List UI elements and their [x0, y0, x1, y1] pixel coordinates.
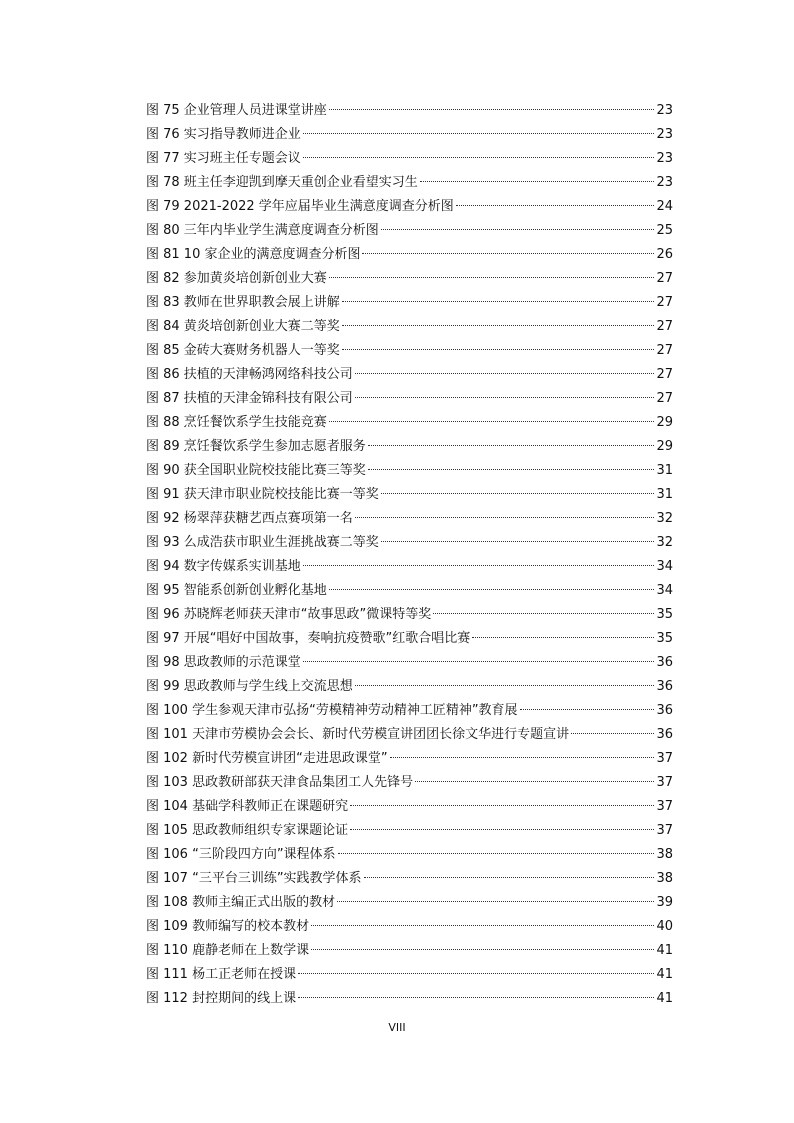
- toc-entry-label: 图 76 实习指导教师进企业: [146, 127, 301, 142]
- toc-entry-label: 图 78 班主任李迎凯到摩天重创企业看望实习生: [146, 175, 418, 190]
- toc-entry-label: 图 95 智能系创新创业孵化基地: [146, 583, 327, 598]
- toc-entry-page: 25: [656, 223, 673, 238]
- toc-entry[interactable]: [146, 939, 673, 963]
- toc-entry[interactable]: [146, 819, 673, 843]
- toc-entry-label: 图 87 扶植的天津金锦科技有限公司: [146, 391, 353, 406]
- toc-entry[interactable]: [146, 507, 673, 531]
- toc-entry-page: 23: [656, 103, 673, 118]
- dot-leader: [337, 901, 654, 902]
- dot-leader: [381, 493, 655, 494]
- toc-entry[interactable]: [146, 291, 673, 315]
- toc-entry-page: 37: [656, 799, 673, 814]
- toc-entry-label: 图 88 烹饪餐饮系学生技能竞赛: [146, 415, 327, 430]
- toc-entry-label: 图 90 获全国职业院校技能比赛三等奖: [146, 463, 366, 478]
- toc-entry-label: 图 104 基础学科教师正在课题研究: [146, 799, 349, 814]
- toc-entry[interactable]: [146, 963, 673, 987]
- toc-entry-page: 36: [656, 655, 673, 670]
- dot-leader: [571, 733, 654, 734]
- toc-entry[interactable]: [146, 867, 673, 891]
- dot-leader: [355, 685, 655, 686]
- toc-entry-label: 图 98 思政教师的示范课堂: [146, 655, 301, 670]
- toc-entry-page: 34: [656, 559, 673, 574]
- toc-entry-label: 图 94 数字传媒系实训基地: [146, 559, 301, 574]
- dot-leader: [420, 181, 655, 182]
- toc-entry[interactable]: [146, 771, 673, 795]
- toc-entry[interactable]: [146, 699, 673, 723]
- toc-entry-page: 27: [656, 319, 673, 334]
- dot-leader: [350, 805, 654, 806]
- dot-leader: [338, 853, 655, 854]
- toc-entry[interactable]: [146, 891, 673, 915]
- toc-entry-page: 34: [656, 583, 673, 598]
- toc-entry[interactable]: [146, 747, 673, 771]
- toc-entry-page: 38: [656, 847, 673, 862]
- toc-entry[interactable]: [146, 339, 673, 363]
- toc-entry-page: 37: [656, 751, 673, 766]
- toc-entry-label: 图 85 金砖大赛财务机器人一等奖: [146, 343, 340, 358]
- toc-entry-label: 图 103 思政教研部获天津食品集团工人先锋号: [146, 775, 414, 790]
- toc-entry[interactable]: [146, 579, 673, 603]
- dot-leader: [329, 421, 655, 422]
- toc-entry-page: 36: [656, 679, 673, 694]
- toc-entry-page: 35: [656, 607, 673, 622]
- toc-entry-label: 图 77 实习班主任专题会议: [146, 151, 301, 166]
- dot-leader: [433, 613, 654, 614]
- dot-leader: [355, 517, 655, 518]
- toc-entry-page: 27: [656, 367, 673, 382]
- page-number: VIII: [388, 1021, 406, 1034]
- dot-leader: [355, 397, 655, 398]
- toc-entry[interactable]: [146, 243, 673, 267]
- toc-entry-label: 图 109 教师编写的校本教材: [146, 919, 310, 934]
- toc-entry[interactable]: [146, 795, 673, 819]
- dot-leader: [355, 373, 655, 374]
- toc-entry-label: 图 105 思政教师组织专家课题论证: [146, 823, 349, 838]
- dot-leader: [381, 541, 655, 542]
- toc-entry-label: 图 89 烹饪餐饮系学生参加志愿者服务: [146, 439, 366, 454]
- toc-entry-label: 图 84 黄炎培创新创业大赛二等奖: [146, 319, 340, 334]
- toc-entry-page: 39: [656, 895, 673, 910]
- toc-entry[interactable]: [146, 315, 673, 339]
- dot-leader: [472, 637, 654, 638]
- dot-leader: [303, 661, 655, 662]
- dot-leader: [415, 781, 654, 782]
- toc-entry[interactable]: [146, 363, 673, 387]
- toc-entry-label: 图 96 苏晓辉老师获天津市“故事思政”微课特等奖: [146, 607, 432, 622]
- toc-entry-page: 23: [656, 175, 673, 190]
- toc-entry-page: 38: [656, 871, 673, 886]
- dot-leader: [520, 709, 655, 710]
- toc-entry-label: 图 111 杨工正老师在授课: [146, 967, 297, 982]
- toc-entry-label: 图 99 思政教师与学生线上交流思想: [146, 679, 353, 694]
- toc-entry[interactable]: [146, 651, 673, 675]
- toc-entry-page: 37: [656, 823, 673, 838]
- toc-entry-page: 29: [656, 439, 673, 454]
- toc-entry-label: 图 100 学生参观天津市弘扬“劳模精神劳动精神工匠精神”教育展: [146, 703, 518, 718]
- dot-leader: [311, 949, 654, 950]
- toc-entry-label: 图 80 三年内毕业学生满意度调查分析图: [146, 223, 379, 238]
- toc-entry[interactable]: [146, 531, 673, 555]
- toc-entry-label: 图 110 鹿静老师在上数学课: [146, 943, 310, 958]
- toc-entry-label: 图 102 新时代劳模宣讲团“走进思政课堂”: [146, 751, 388, 766]
- dot-leader: [381, 229, 655, 230]
- toc-entry[interactable]: [146, 723, 673, 747]
- toc-entry-label: 图 91 获天津市职业院校技能比赛一等奖: [146, 487, 379, 502]
- toc-entry-page: 27: [656, 391, 673, 406]
- toc-entry-label: 图 112 封控期间的线上课: [146, 991, 297, 1006]
- toc-entry[interactable]: [146, 171, 673, 195]
- figure-list: [146, 99, 673, 1011]
- toc-entry-page: 31: [656, 487, 673, 502]
- dot-leader: [342, 349, 655, 350]
- toc-entry-label: 图 81 10 家企业的满意度调查分析图: [146, 247, 361, 262]
- toc-entry[interactable]: [146, 627, 673, 651]
- dot-leader: [303, 565, 655, 566]
- toc-entry[interactable]: [146, 195, 673, 219]
- dot-leader: [303, 157, 655, 158]
- toc-entry[interactable]: [146, 387, 673, 411]
- toc-entry-page: 27: [656, 295, 673, 310]
- toc-entry-page: 36: [656, 727, 673, 742]
- toc-entry-label: 图 97 开展“唱好中国故事，奏响抗疫赞歌”红歌合唱比赛: [146, 631, 471, 646]
- toc-entry[interactable]: [146, 147, 673, 171]
- toc-entry[interactable]: [146, 459, 673, 483]
- toc-entry[interactable]: [146, 555, 673, 579]
- toc-entry-label: 图 86 扶植的天津畅鸿网络科技公司: [146, 367, 353, 382]
- toc-entry-label: 图 108 教师主编正式出版的教材: [146, 895, 336, 910]
- toc-entry-page: 26: [656, 247, 673, 262]
- dot-leader: [298, 997, 654, 998]
- toc-entry-label: 图 93 么成浩获市职业生涯挑战赛二等奖: [146, 535, 379, 550]
- dot-leader: [329, 109, 655, 110]
- dot-leader: [298, 973, 654, 974]
- toc-entry-page: 41: [656, 991, 673, 1006]
- toc-entry[interactable]: [146, 987, 673, 1011]
- toc-entry[interactable]: [146, 123, 673, 147]
- toc-entry-page: 27: [656, 271, 673, 286]
- toc-entry[interactable]: [146, 603, 673, 627]
- dot-leader: [362, 253, 654, 254]
- toc-entry[interactable]: [146, 435, 673, 459]
- toc-entry-page: 40: [656, 919, 673, 934]
- toc-entry-page: 41: [656, 967, 673, 982]
- toc-entry-page: 29: [656, 415, 673, 430]
- toc-entry-label: 图 75 企业管理人员进课堂讲座: [146, 103, 327, 118]
- toc-entry[interactable]: [146, 411, 673, 435]
- toc-entry-page: 24: [656, 199, 673, 214]
- toc-entry-page: 32: [656, 535, 673, 550]
- dot-leader: [329, 589, 655, 590]
- toc-entry-label: 图 79 2021-2022 学年应届毕业生满意度调查分析图: [146, 199, 454, 214]
- toc-entry[interactable]: [146, 219, 673, 243]
- toc-entry-label: 图 82 参加黄炎培创新创业大赛: [146, 271, 327, 286]
- dot-leader: [342, 301, 655, 302]
- toc-entry-label: 图 92 杨翠萍获糖艺西点赛项第一名: [146, 511, 353, 526]
- dot-leader: [368, 445, 655, 446]
- toc-entry-label: 图 83 教师在世界职教会展上讲解: [146, 295, 340, 310]
- toc-entry-page: 32: [656, 511, 673, 526]
- toc-entry[interactable]: [146, 675, 673, 699]
- dot-leader: [456, 205, 655, 206]
- toc-entry[interactable]: [146, 99, 673, 123]
- toc-entry-label: 图 107 “三平台三训练”实践教学体系: [146, 871, 362, 886]
- dot-leader: [390, 757, 655, 758]
- toc-entry[interactable]: [146, 483, 673, 507]
- dot-leader: [368, 469, 655, 470]
- toc-entry-page: 36: [656, 703, 673, 718]
- toc-entry[interactable]: [146, 843, 673, 867]
- toc-entry-page: 23: [656, 127, 673, 142]
- toc-entry-page: 37: [656, 775, 673, 790]
- dot-leader: [350, 829, 654, 830]
- toc-entry-label: 图 101 天津市劳模协会会长、新时代劳模宣讲团团长徐文华进行专题宣讲: [146, 727, 570, 742]
- dot-leader: [303, 133, 655, 134]
- toc-entry-page: 23: [656, 151, 673, 166]
- dot-leader: [364, 877, 655, 878]
- toc-entry[interactable]: [146, 267, 673, 291]
- toc-entry-label: 图 106 “三阶段四方向”课程体系: [146, 847, 336, 862]
- toc-entry-page: 27: [656, 343, 673, 358]
- toc-entry-page: 41: [656, 943, 673, 958]
- toc-entry-page: 31: [656, 463, 673, 478]
- toc-entry-page: 35: [656, 631, 673, 646]
- dot-leader: [342, 325, 655, 326]
- dot-leader: [311, 925, 654, 926]
- toc-entry[interactable]: [146, 915, 673, 939]
- dot-leader: [329, 277, 655, 278]
